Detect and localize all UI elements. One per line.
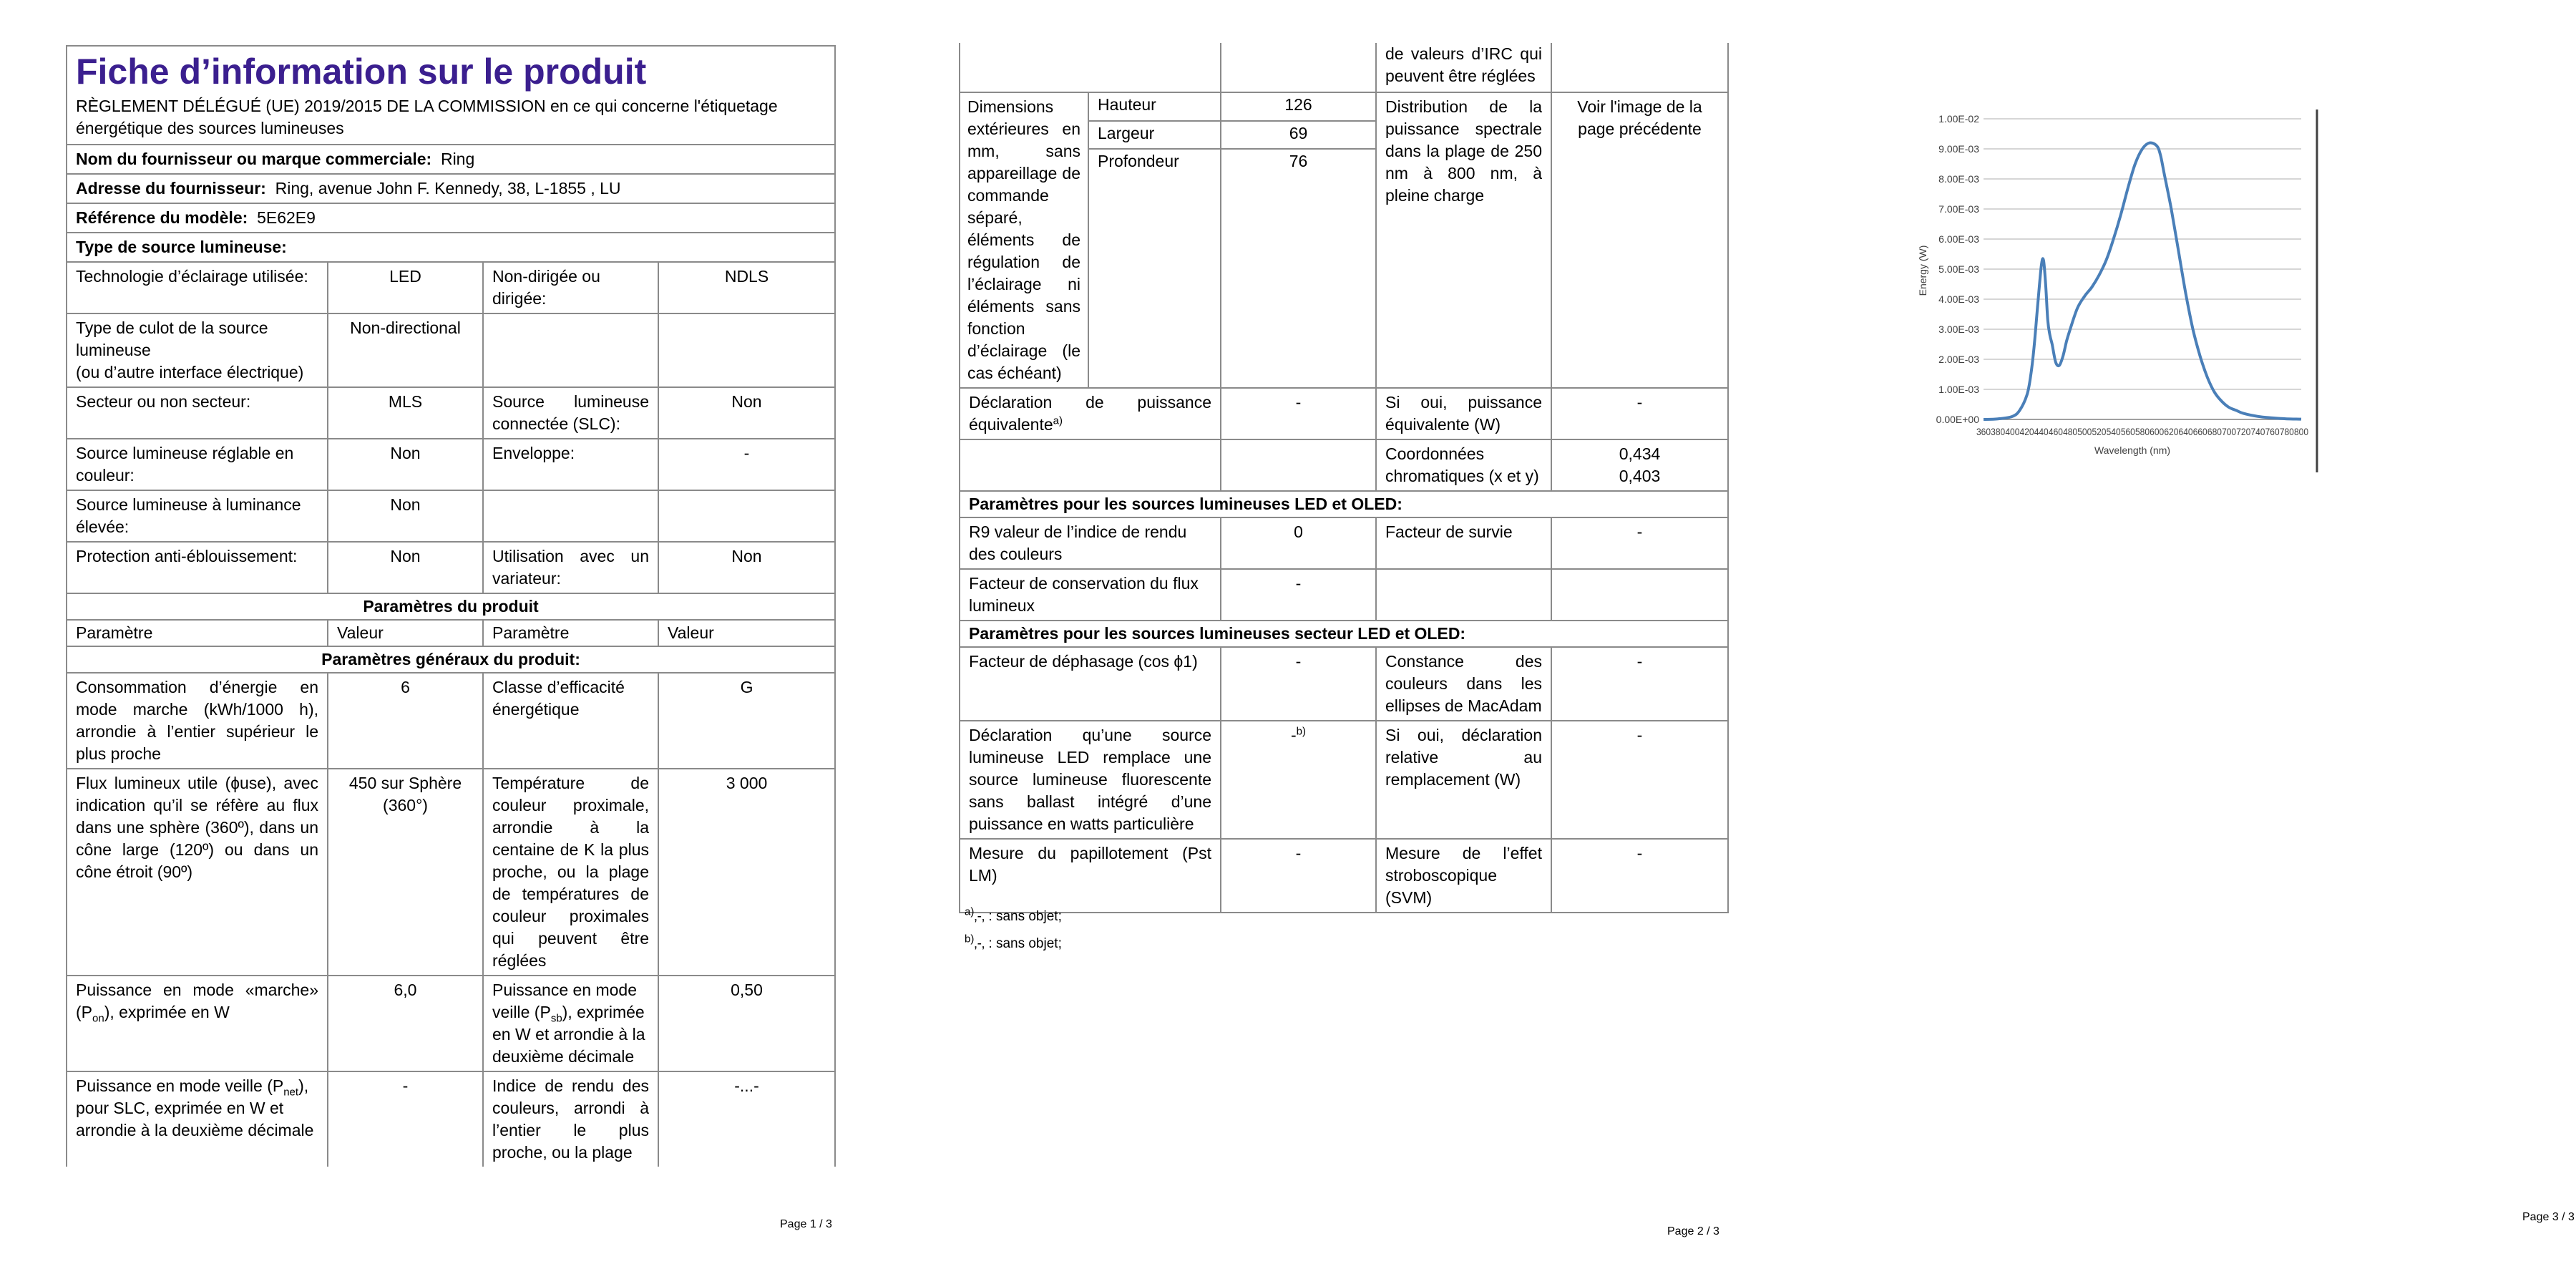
cell-value: 0,434 0,403 [1551, 439, 1728, 491]
page-number: Page 1 / 3 [780, 1218, 832, 1230]
cell-label: Déclaration qu’une source lumineuse LED remplace une source lumineuse fluorescente sans ballast intégré d’une puissance en watts particulière [960, 721, 1221, 839]
table-row [67, 262, 835, 313]
cell-value: LED [328, 262, 483, 313]
cell-label: Facteur de survie [1376, 517, 1551, 569]
cell-label: Facteur de conservation du flux lumineux [960, 569, 1221, 621]
cell-value: - [1221, 388, 1376, 439]
cell-label: Déclaration de puissance équivalente$^{a)}$ [960, 388, 1221, 439]
cell-label: Coordonnées chromatiques (x et y) [1376, 439, 1551, 491]
cell-value: 3 000 [658, 769, 835, 976]
cell-value: 6,0 [328, 976, 483, 1071]
cell-value: 69 [1221, 121, 1376, 150]
supplier-label: Nom du fournisseur ou marque commerciale: [76, 150, 432, 168]
y-tick-label: 4.00E-03 [1938, 293, 1979, 305]
table-header-row [67, 620, 835, 646]
led-heading: Paramètres pour les sources lumineuses LED et OLED: [960, 491, 1728, 517]
x-tick-label: 560 [2120, 426, 2136, 437]
cell-label: Source lumineuse réglable en couleur: [67, 439, 328, 490]
cell-value: 0 [1221, 517, 1376, 569]
y-tick-label: 1.00E-03 [1938, 384, 1979, 395]
model-label: Référence du modèle: [76, 208, 248, 227]
x-tick-label: 400 [2005, 426, 2020, 437]
cell-value: 76 [1221, 149, 1376, 388]
x-tick-label: 360 [1976, 426, 1991, 437]
table-row [67, 313, 835, 387]
y-tick-label: 0.00E+00 [1936, 414, 1979, 425]
column-header: Valeur [658, 620, 835, 646]
cell-label: Type de culot de la source lumineuse [76, 318, 268, 359]
cell-label: Hauteur [1088, 92, 1221, 121]
table-row [960, 569, 1728, 621]
table-row [960, 43, 1728, 92]
x-tick-label: 500 [2077, 426, 2092, 437]
cell-value: -$^{b)}$ [1221, 721, 1376, 839]
model-value: 5E62E9 [257, 208, 316, 227]
y-tick-label: 3.00E-03 [1938, 324, 1979, 335]
cell-label: Mesure de l’effet stroboscopique (SVM) [1376, 839, 1551, 913]
table-row [67, 490, 835, 542]
regulation-text: RÈGLEMENT DÉLÉGUÉ (UE) 2019/2015 DE LA COMMISSION en ce qui concerne l'étiquetage énergétique des sources lumineuses [76, 97, 778, 137]
y-tick-label: 6.00E-03 [1938, 233, 1979, 245]
spectral-chart [1896, 106, 2454, 478]
cell-label: Source lumineuse à luminance élevée: [67, 490, 328, 542]
x-tick-label: 740 [2250, 426, 2265, 437]
series-line [1984, 142, 2301, 419]
cell-label: Consommation d’énergie en mode marche (kWh/1000 h), arrondie à l’entier supérieur le plus proche [67, 673, 328, 769]
product-info-table [66, 45, 836, 1167]
params-heading: Paramètres du produit [67, 593, 835, 620]
cell-value: 450 sur Sphère (360°) [328, 769, 483, 976]
table-row [67, 542, 835, 593]
address-label: Adresse du fournisseur: [76, 179, 266, 198]
cell-value: - [1221, 839, 1376, 913]
cell-value: Non [658, 387, 835, 439]
table-row [960, 647, 1728, 721]
cell-value: 6 [328, 673, 483, 769]
cell-label: Utilisation avec un variateur: [483, 542, 658, 593]
type-heading: Type de source lumineuse: [67, 233, 835, 262]
cell-label: R9 valeur de l’indice de rendu des couleurs [960, 517, 1221, 569]
column-header: Valeur [328, 620, 483, 646]
cell-value: Non-directional [328, 313, 483, 387]
cell-value: - [1551, 647, 1728, 721]
cell-value: NDLS [658, 262, 835, 313]
cell-value: - [1221, 569, 1376, 621]
cell-label: Protection anti-éblouissement: [67, 542, 328, 593]
page-title: Fiche d’information sur le produit [76, 52, 647, 92]
table-row [67, 439, 835, 490]
x-tick-label: 660 [2192, 426, 2207, 437]
cell-value: MLS [328, 387, 483, 439]
cell-label: Indice de rendu des couleurs, arrondi à l’entier le plus proche, ou la plage [483, 1071, 658, 1167]
cell-label: Mesure du papillotement (Pst LM) [960, 839, 1221, 913]
supplier-value: Ring [440, 150, 475, 168]
cell-label: Puissance en mode veille $(P_{net})$, pour SLC, exprimée en W et arrondie à la deuxième décimale [67, 1071, 328, 1167]
x-tick-label: 600 [2150, 426, 2165, 437]
y-tick-label: 5.00E-03 [1938, 263, 1979, 275]
x-tick-label: 460 [2048, 426, 2064, 437]
table-row [67, 769, 835, 976]
address-value: Ring, avenue John F. Kennedy, 38, L-1855 , LU [275, 179, 621, 198]
cell-label: Facteur de déphasage (cos ϕ1) [960, 647, 1221, 721]
x-tick-label: 440 [2034, 426, 2049, 437]
cell-value: Non [328, 542, 483, 593]
x-tick-label: 420 [2019, 426, 2034, 437]
cell-value: 126 [1221, 92, 1376, 121]
x-tick-label: 680 [2207, 426, 2223, 437]
x-tick-label: 640 [2178, 426, 2193, 437]
cell-value: - [1551, 721, 1728, 839]
cell-label: Si oui, déclaration relative au remplacement (W) [1376, 721, 1551, 839]
table-row [960, 517, 1728, 569]
cell-note: (ou d’autre interface électrique) [76, 363, 304, 381]
x-tick-label: 540 [2106, 426, 2121, 437]
cell-value: - [1551, 388, 1728, 439]
cell-value: - [658, 439, 835, 490]
footnote-a: $^{a)}$‚-‚ : sans objet; [965, 905, 1062, 924]
page-3 [1753, 0, 2576, 1274]
cell-value: - [328, 1071, 483, 1167]
x-tick-label: 620 [2164, 426, 2179, 437]
cell-value: Non [328, 490, 483, 542]
cell-label: Classe d’efficacité énergétique [483, 673, 658, 769]
cell-value: Non [658, 542, 835, 593]
cell-label: Profondeur [1088, 149, 1221, 388]
cell-value: - [1551, 517, 1728, 569]
x-tick-label: 720 [2236, 426, 2251, 437]
cell-label: Si oui, puissance équivalente (W) [1376, 388, 1551, 439]
table-row [960, 388, 1728, 439]
cell-label: Largeur [1088, 121, 1221, 150]
column-header: Paramètre [67, 620, 328, 646]
x-tick-label: 800 [2294, 426, 2309, 437]
cell-label [483, 490, 658, 542]
x-tick-label: 780 [2279, 426, 2295, 437]
table-row [960, 92, 1728, 121]
footnote-b: $^{b)}$‚-‚ : sans objet; [965, 933, 1062, 951]
y-axis-label: Energy (W) [1917, 245, 1928, 296]
cell-value: G [658, 673, 835, 769]
cell-label: Constance des couleurs dans les ellipses de MacAdam [1376, 647, 1551, 721]
y-tick-label: 8.00E-03 [1938, 173, 1979, 185]
cell-value: Voir l'image de la page précédente [1551, 92, 1728, 388]
cell-label [483, 313, 658, 387]
cell-label: Distribution de la puissance spectrale dans la plage de 250 nm à 800 nm, à pleine charge [1376, 92, 1551, 388]
cell-label: Technologie d’éclairage utilisée: [67, 262, 328, 313]
x-tick-label: 380 [1991, 426, 2006, 437]
table-row [960, 439, 1728, 491]
y-tick-label: 1.00E-02 [1938, 113, 1979, 125]
cell-label: de valeurs d’IRC qui peuvent être réglées [1376, 43, 1551, 92]
x-tick-label: 700 [2222, 426, 2237, 437]
y-tick-label: 7.00E-03 [1938, 203, 1979, 215]
table-row [67, 976, 835, 1071]
cell-label: Enveloppe: [483, 439, 658, 490]
x-tick-label: 760 [2265, 426, 2280, 437]
product-info-table-continued [959, 43, 1729, 913]
page-number: Page 2 / 3 [1667, 1225, 1719, 1237]
cell-label: Puissance en mode «marche» $(P_{on})$, exprimée en W [67, 976, 328, 1071]
cell-label: Dimensions extérieures en mm, sans appareillage de commande séparé, éléments de régulation de l’éclairage ni éléments sans fonction d’éclairage (le cas échéant) [960, 92, 1088, 388]
x-tick-label: 480 [2063, 426, 2078, 437]
cell-label: Puissance en mode veille $(P_{sb})$, exprimée en W et arrondie à la deuxième décimale [483, 976, 658, 1071]
table-row [960, 721, 1728, 839]
cell-label: Secteur ou non secteur: [67, 387, 328, 439]
cell-value: - [1551, 839, 1728, 913]
general-heading: Paramètres généraux du produit: [67, 646, 835, 673]
y-tick-label: 9.00E-03 [1938, 143, 1979, 155]
page-2 [859, 0, 1753, 1274]
table-row [67, 387, 835, 439]
cell-value [658, 490, 835, 542]
table-row [960, 839, 1728, 913]
mains-heading: Paramètres pour les sources lumineuses secteur LED et OLED: [960, 621, 1728, 647]
cell-label: Flux lumineux utile (ɸuse), avec indication qu’il se réfère au flux dans une sphère (360º), dans un cône large (120º) ou dans un cône étroit (90º) [67, 769, 328, 976]
page-number: Page 3 / 3 [2522, 1211, 2575, 1223]
x-axis-label: Wavelength (nm) [2094, 444, 2171, 456]
page-1 [0, 0, 859, 1274]
x-tick-label: 520 [2092, 426, 2107, 437]
column-header: Paramètre [483, 620, 658, 646]
cell-value: -...- [658, 1071, 835, 1167]
table-row [67, 673, 835, 769]
cell-value [658, 313, 835, 387]
x-tick-label: 580 [2135, 426, 2150, 437]
cell-label: Source lumineuse connectée (SLC): [483, 387, 658, 439]
cell-label: Température de couleur proximale, arrondie à la centaine de K la plus proche, ou la plage de températures de couleur proximales qui peuvent être réglées [483, 769, 658, 976]
cell-value: Non [328, 439, 483, 490]
table-row [67, 1071, 835, 1167]
cell-value: - [1221, 647, 1376, 721]
cell-value: 0,50 [658, 976, 835, 1071]
y-tick-label: 2.00E-03 [1938, 354, 1979, 365]
cell-label: Non-dirigée ou dirigée: [483, 262, 658, 313]
